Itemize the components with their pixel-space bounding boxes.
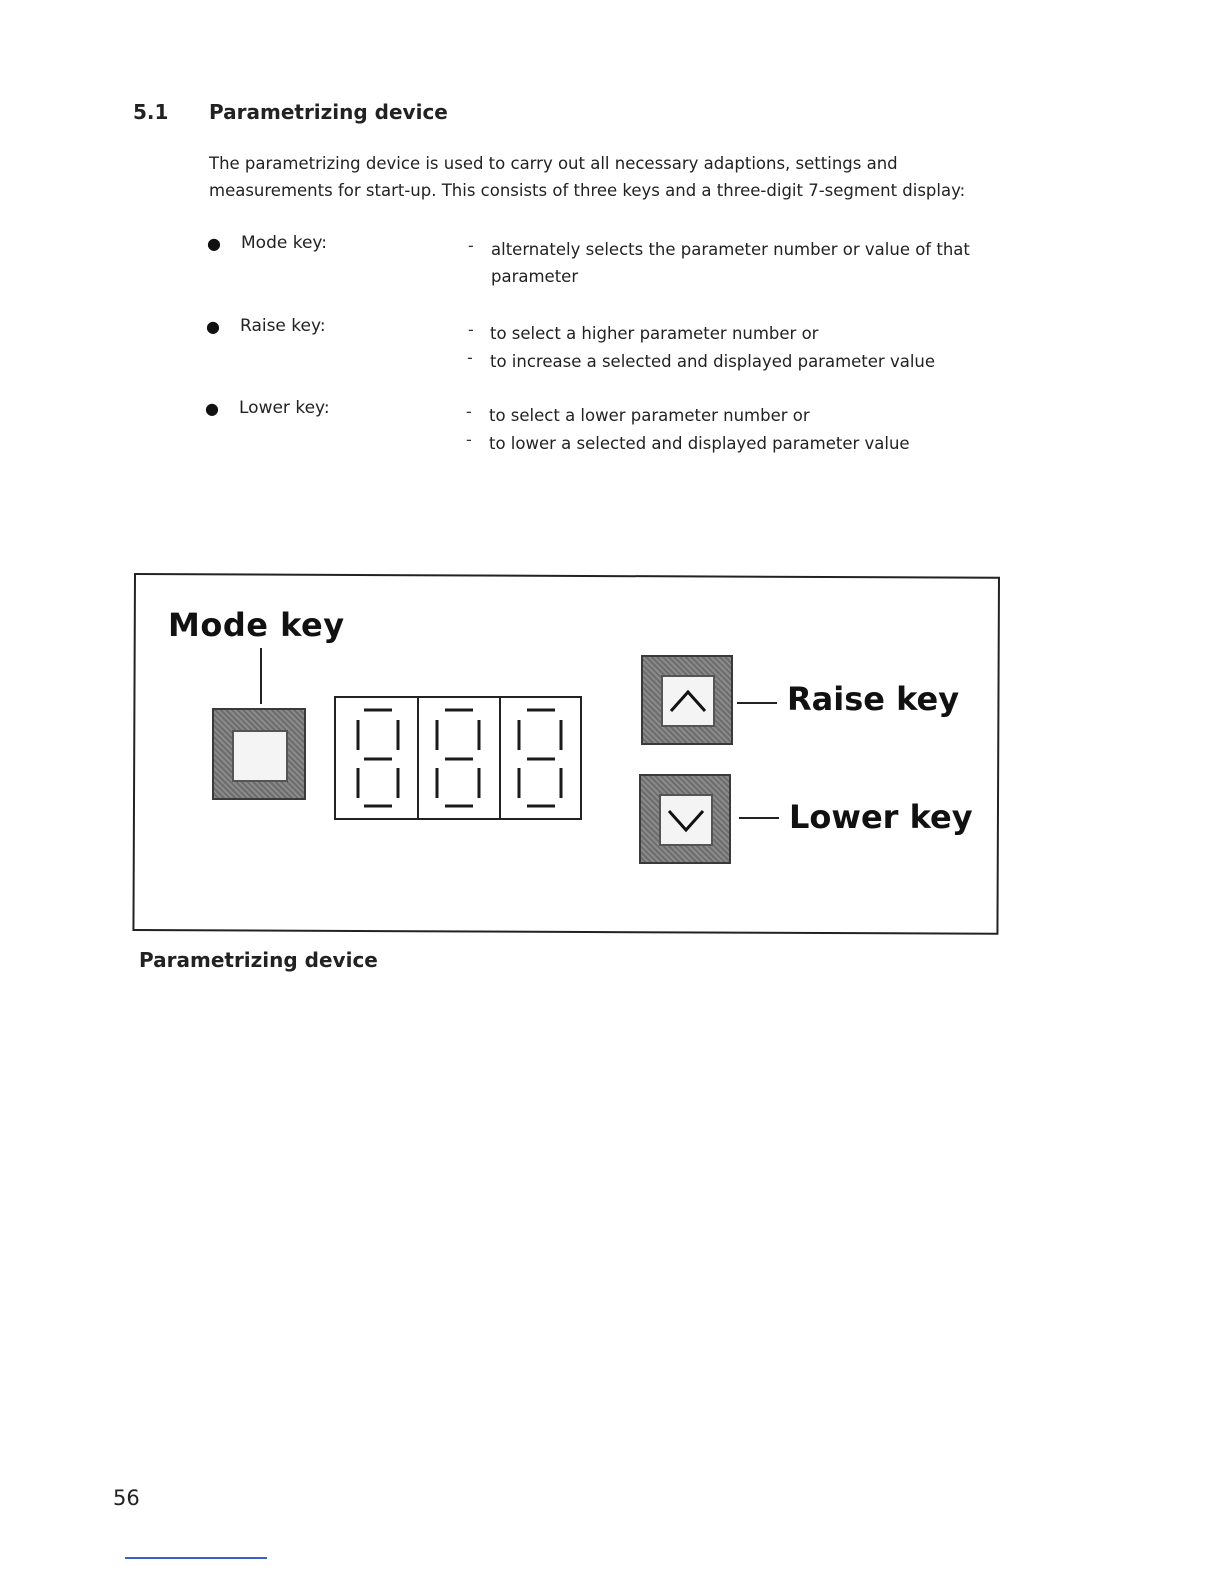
raise-key-button[interactable] [641, 655, 733, 745]
intro-paragraph: The parametrizing device is used to carry out all necessary adaptions, settings and measurements for start-up. This consists of three keys and a three-digit 7-segment display: [209, 154, 966, 200]
figure-caption: Parametrizing device [139, 948, 378, 972]
seven-segment-display [334, 696, 582, 820]
section-number: 5.1 [133, 100, 169, 124]
lower-key-face [659, 794, 713, 846]
dash-icon: - [466, 402, 472, 421]
section-title: Parametrizing device [209, 100, 448, 124]
mode-key-leader-line [260, 648, 262, 704]
bullet-icon: ● [206, 317, 220, 336]
mode-key-face [232, 730, 288, 782]
dash-icon: - [468, 320, 474, 339]
dash-icon: - [467, 348, 473, 367]
key-description: to lower a selected and displayed parameter value [489, 434, 910, 453]
bullet-icon: ● [205, 399, 219, 418]
lower-key-leader-line [739, 817, 779, 819]
page-number: 56 [113, 1486, 140, 1510]
chevron-up-icon [663, 677, 713, 725]
display-digit [417, 698, 498, 818]
key-description: to select a higher parameter number or [490, 324, 819, 343]
dash-icon: - [466, 430, 472, 449]
key-description: alternately selects the parameter number or value of that parameter [491, 240, 970, 286]
raise-key-face [661, 675, 715, 727]
seven-segment-icon [336, 698, 416, 818]
key-name: Raise key: [240, 316, 326, 336]
raise-key-label: Raise key [787, 680, 960, 718]
mode-key-label: Mode key [168, 606, 345, 644]
lower-key-label: Lower key [789, 798, 973, 836]
key-name: Mode key: [241, 233, 327, 253]
lower-key-button[interactable] [639, 774, 731, 864]
dash-icon: - [468, 236, 474, 255]
footer-rule [125, 1557, 267, 1559]
seven-segment-icon [419, 698, 499, 818]
key-description: to increase a selected and displayed parameter value [490, 352, 936, 371]
chevron-down-icon [661, 796, 711, 844]
raise-key-leader-line [737, 702, 777, 704]
key-name: Lower key: [239, 398, 330, 418]
key-description: to select a lower parameter number or [489, 406, 810, 425]
display-digit [499, 698, 580, 818]
seven-segment-icon [501, 698, 581, 818]
bullet-icon: ● [207, 234, 221, 253]
display-digit [336, 698, 417, 818]
mode-key-button[interactable] [212, 708, 306, 800]
